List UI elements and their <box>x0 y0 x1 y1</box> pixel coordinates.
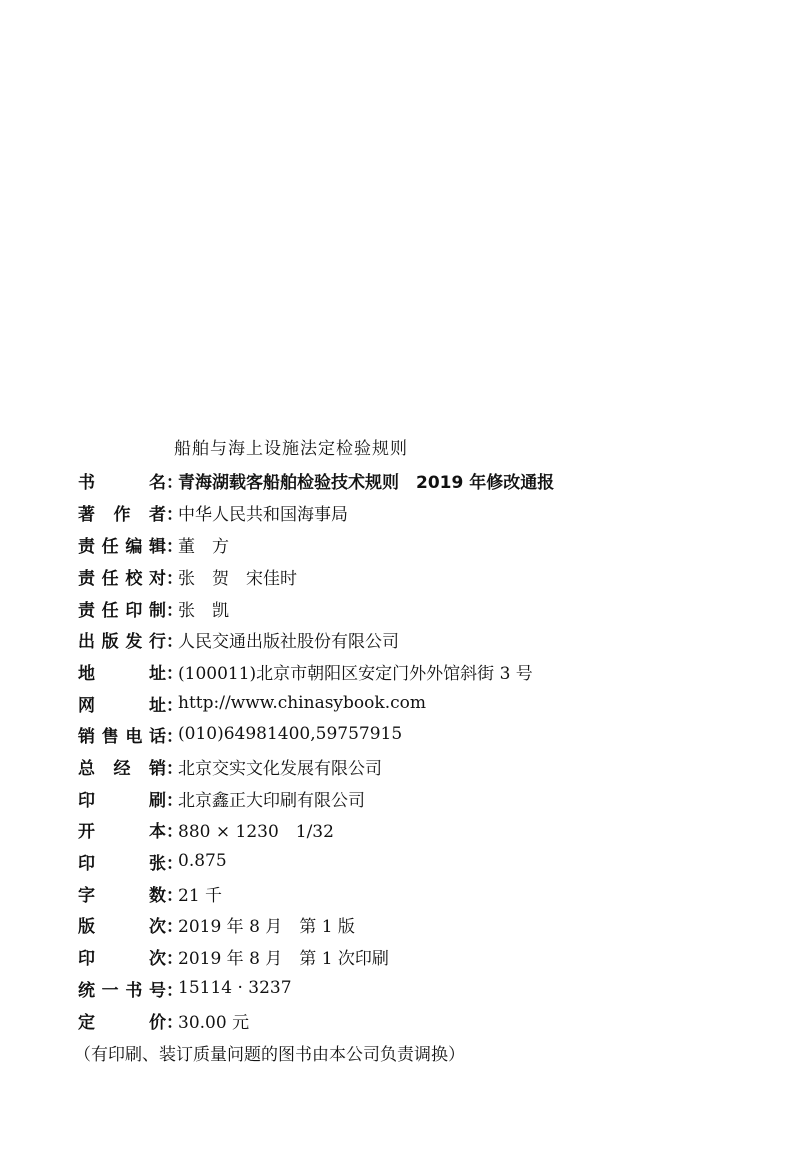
row-label: 印 张 <box>78 853 166 874</box>
info-row-distributor <box>78 752 382 780</box>
row-colon: ： <box>166 536 183 557</box>
row-value: 0.875 <box>178 851 227 871</box>
row-value: 北京交实文化发展有限公司 <box>178 758 382 779</box>
row-colon: ： <box>166 695 183 716</box>
info-row-publisher <box>78 625 399 653</box>
info-row-printer <box>78 784 365 812</box>
info-row-editor <box>78 530 229 558</box>
row-colon: ： <box>166 631 183 652</box>
row-label: 责任编辑 <box>78 536 166 557</box>
row-colon: ： <box>166 600 183 621</box>
row-value: 董 方 <box>178 536 229 557</box>
row-value: 30.00 元 <box>178 1012 250 1033</box>
info-row-format <box>78 815 334 843</box>
row-label: 字 数 <box>78 885 166 906</box>
info-row-website <box>78 689 426 717</box>
row-value: 2019 年 8 月 第 1 版 <box>178 916 355 937</box>
row-label: 书 名 <box>78 472 166 493</box>
row-value: (100011)北京市朝阳区安定门外外馆斜街 3 号 <box>178 663 533 684</box>
row-label: 总经销 <box>78 758 166 779</box>
row-colon: ： <box>166 790 183 811</box>
row-label: 责任印制 <box>78 600 166 621</box>
row-value: 21 千 <box>178 885 223 906</box>
row-value: 880 × 1230 1/32 <box>178 821 334 842</box>
row-label: 印 刷 <box>78 790 166 811</box>
row-label: 出版发行 <box>78 631 166 652</box>
info-row-book-title <box>78 466 554 494</box>
row-value: (010)64981400,59757915 <box>178 724 403 744</box>
row-label: 版 次 <box>78 916 166 937</box>
row-value: 张 凯 <box>178 600 229 621</box>
info-row-address <box>78 657 533 685</box>
row-value: 2019 年 8 月 第 1 次印刷 <box>178 948 389 969</box>
row-label: 网 址 <box>78 695 166 716</box>
row-label: 销售电话 <box>78 726 166 747</box>
row-label: 地 址 <box>78 663 166 684</box>
series-title: 船舶与海上设施法定检验规则 <box>174 439 408 459</box>
info-row-edition <box>78 910 355 938</box>
info-row-author <box>78 498 348 526</box>
row-colon: ： <box>166 948 183 969</box>
row-label: 印 次 <box>78 948 166 969</box>
row-colon: ： <box>166 1012 183 1033</box>
row-value: 张 贺 宋佳时 <box>178 568 297 589</box>
row-colon: ： <box>166 568 183 589</box>
row-value: 青海湖载客船舶检验技术规则 2019 年修改通报 <box>178 472 555 493</box>
info-row-word-count <box>78 879 222 907</box>
row-label: 开 本 <box>78 821 166 842</box>
row-colon: ： <box>166 980 183 1001</box>
quality-note: （有印刷、装订质量问题的图书由本公司负责调换） <box>74 1045 465 1065</box>
row-colon: ： <box>166 821 183 842</box>
info-row-price <box>78 1006 249 1034</box>
info-row-sheets <box>78 847 227 875</box>
row-colon: ： <box>166 504 183 525</box>
row-label: 著作者 <box>78 504 166 525</box>
row-value: 中华人民共和国海事局 <box>178 504 348 525</box>
row-colon: ： <box>166 663 183 684</box>
row-colon: ： <box>166 853 183 874</box>
row-colon: ： <box>166 472 183 493</box>
row-value: 15114 · 3237 <box>178 978 292 998</box>
info-row-book-number <box>78 974 292 1002</box>
row-label: 定 价 <box>78 1012 166 1033</box>
info-row-sales-phone <box>78 720 402 748</box>
row-value: 人民交通出版社股份有限公司 <box>178 631 399 652</box>
info-row-impression <box>78 942 389 970</box>
row-value: http://www.chinasybook.com <box>178 693 426 713</box>
row-label: 统一书号 <box>78 980 166 1001</box>
info-row-print-supervisor <box>78 594 229 622</box>
row-label: 责任校对 <box>78 568 166 589</box>
row-colon: ： <box>166 885 183 906</box>
row-value: 北京鑫正大印刷有限公司 <box>178 790 365 811</box>
row-colon: ： <box>166 726 183 747</box>
row-colon: ： <box>166 758 183 779</box>
row-colon: ： <box>166 916 183 937</box>
info-row-proofreader <box>78 562 297 590</box>
